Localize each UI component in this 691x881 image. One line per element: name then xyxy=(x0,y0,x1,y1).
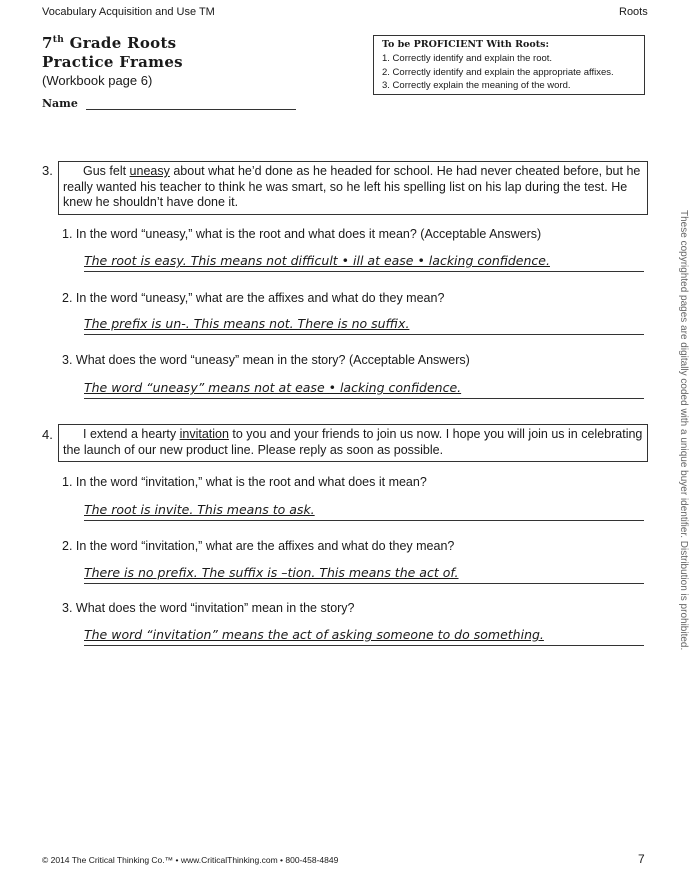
page-number: 7 xyxy=(638,852,645,866)
copyright-footer: © 2014 The Critical Thinking Co.™ • www.CriticalThinking.com • 800-458-4849 xyxy=(42,855,339,865)
copyright-side-notice: These copyrighted pages are digitally coded with a unique buyer identifier. Distribution is prohibited. xyxy=(678,210,689,651)
proficiency-criteria-box xyxy=(373,35,645,95)
passage-text: about what he’d done as he headed for school. He had never cheated before, but he really wanted his teacher to think he was smart, so he left his spelling list on his lap during the test. He knew he shouldn’t have done it. xyxy=(63,164,641,209)
answer-line[interactable]: The root is easy. This means not difficult • ill at ease • lacking confidence. xyxy=(84,251,644,272)
running-header-right: Roots xyxy=(619,6,648,18)
answer-line[interactable]: The prefix is un-. This means not. There is no suffix. xyxy=(84,314,644,335)
name-label: Name xyxy=(42,97,78,110)
answer-line[interactable]: There is no prefix. The suffix is –tion. This means the act of. xyxy=(84,563,644,584)
running-header-left: Vocabulary Acquisition and Use TM xyxy=(42,6,215,18)
target-word: uneasy xyxy=(129,164,170,178)
page-title-line2: Practice Frames xyxy=(42,53,183,71)
passage-box xyxy=(58,161,648,215)
title-grade-suffix: th xyxy=(52,35,65,45)
name-field-line[interactable] xyxy=(86,109,296,110)
sub-question: 2. In the word “uneasy,” what are the affixes and what do they mean? xyxy=(62,291,445,305)
proficiency-item: 1. Correctly identify and explain the root. xyxy=(382,53,553,64)
passage-text: to you and your friends to join us now. I hope you will join us in celebrating the launch of our new product line. Please reply as soon as possible. xyxy=(63,427,643,457)
page-title xyxy=(42,34,176,52)
target-word: invitation xyxy=(179,427,229,441)
answer-line[interactable]: The root is invite. This means to ask. xyxy=(84,500,644,521)
question-number: 3. xyxy=(42,163,53,178)
proficiency-heading: To be PROFICIENT With Roots: xyxy=(382,39,549,50)
question-number: 4. xyxy=(42,427,53,442)
answer-line[interactable]: The word “uneasy” means not at ease • lacking confidence. xyxy=(84,378,644,399)
answer-line[interactable]: The word “invitation” means the act of asking someone to do something. xyxy=(84,625,644,646)
passage-box xyxy=(58,424,648,462)
sub-question: 1. In the word “uneasy,” what is the root and what does it mean? (Acceptable Answers) xyxy=(62,227,542,241)
sub-question: 3. What does the word “uneasy” mean in the story? (Acceptable Answers) xyxy=(62,353,470,367)
proficiency-item: 3. Correctly explain the meaning of the word. xyxy=(382,80,571,91)
workbook-page-reference: (Workbook page 6) xyxy=(42,73,153,88)
passage-text: I extend a hearty xyxy=(83,427,180,441)
title-grade-number: 7 xyxy=(42,34,53,52)
sub-question: 2. In the word “invitation,” what are the affixes and what do they mean? xyxy=(62,539,455,553)
sub-question: 3. What does the word “invitation” mean in the story? xyxy=(62,601,355,615)
passage-text: Gus felt xyxy=(83,164,130,178)
sub-question: 1. In the word “invitation,” what is the root and what does it mean? xyxy=(62,475,427,489)
title-line1-rest: Grade Roots xyxy=(64,34,177,52)
proficiency-item: 2. Correctly identify and explain the appropriate affixes. xyxy=(382,66,614,78)
